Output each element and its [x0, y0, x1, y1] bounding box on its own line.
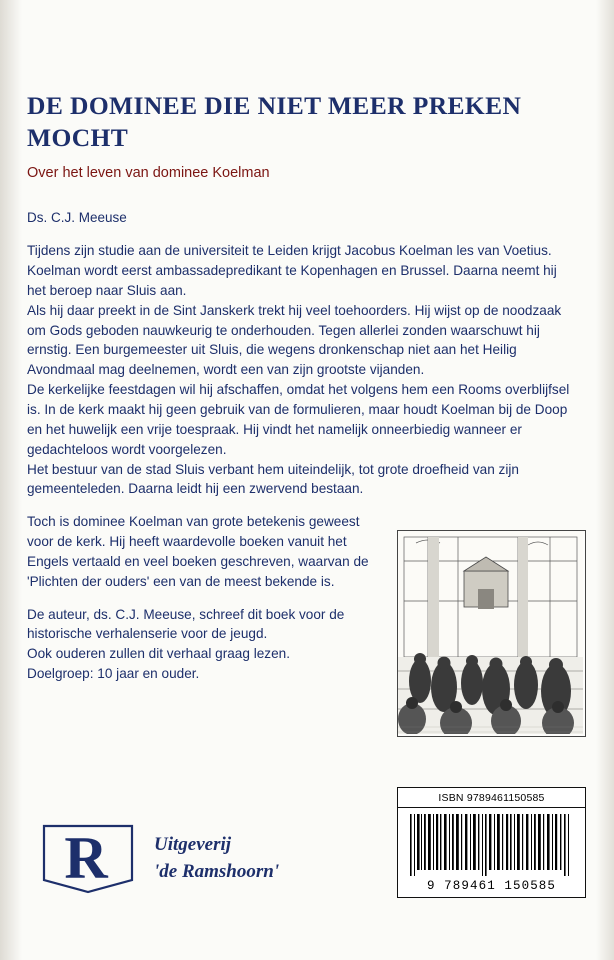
subtitle: Over het leven van dominee Koelman [27, 165, 270, 182]
publisher-name [154, 832, 279, 886]
blurb-paragraph: Als hij daar preekt in de Sint Janskerk trekt hij veel toehoorders. Hij wijst op de noodzaak om Gods geboden nauwkeurig te onderhouden. Tegen allerlei zonden waarschuwt hij ernstig. Een burgemeester uit Sluis, die wegens dronkenschap niet aan het Heilig Avondmaal mag deelnemen, wordt een van zijn grootste vijanden. [27, 302, 562, 378]
blurb-paragraph-wrapped: Toch is dominee Koelman van grote betekenis geweest voor de kerk. Hij heeft waardevolle boeken vanuit het Engels vertaald en veel boeken geschreven, waarvan de 'Plichten der ouders' een van de meest bekende is. [27, 514, 369, 589]
page-title: DE DOMINEE DIE NIET MEER PREKEN MOCHT [27, 91, 522, 152]
barcode-digits: 9 789461 150585 [426, 879, 557, 893]
barcode-image [398, 808, 585, 878]
isbn-label: ISBN 9789461150585 [398, 788, 585, 808]
blurb-paragraph: De auteur, ds. C.J. Meeuse, schreef dit boek voor de historische verhalenserie voor de jeugd. [27, 606, 345, 642]
blurb-paragraph: Het bestuur van de stad Sluis verbant hem uiteindelijk, tot grote droefheid van zijn gemeenteleden. Daarna leidt hij een zwervend bestaan. [27, 461, 519, 497]
publisher-line-1: Uitgeverij [154, 834, 232, 856]
publisher-block [36, 820, 279, 898]
svg-text:R: R [64, 825, 108, 891]
publisher-logo-icon [36, 820, 140, 898]
blurb-paragraph: De kerkelijke feestdagen wil hij afschaffen, omdat het volgens hem een Rooms overblijfsel is. In de kerk maakt hij geen gebruik van de formulieren, maar houdt Koelman bij de Doop en het huwelijk een vrije toespraak. Hij vindt het namelijk onneerbiedig wanneer er gedachteloos wordt voorgelezen. [27, 382, 570, 457]
blurb-paragraph: Ook ouderen zullen dit verhaal graag lezen. [27, 646, 290, 662]
isbn-barcode-box [397, 787, 586, 898]
author-name: Ds. C.J. Meeuse [27, 210, 127, 226]
publisher-line-2: 'de Ramshoorn' [154, 861, 280, 882]
blurb-paragraph: Tijdens zijn studie aan de universiteit te Leiden krijgt Jacobus Koelman les van Voetius. Koelman wordt eerst ambassadepredikant te Kopenhagen en Brussel. Daarna neemt hij het beroep naar Sluis aan. [27, 243, 557, 298]
blurb-paragraph: Doelgroep: 10 jaar en ouder. [27, 666, 200, 682]
church-interior-illustration [397, 530, 586, 737]
